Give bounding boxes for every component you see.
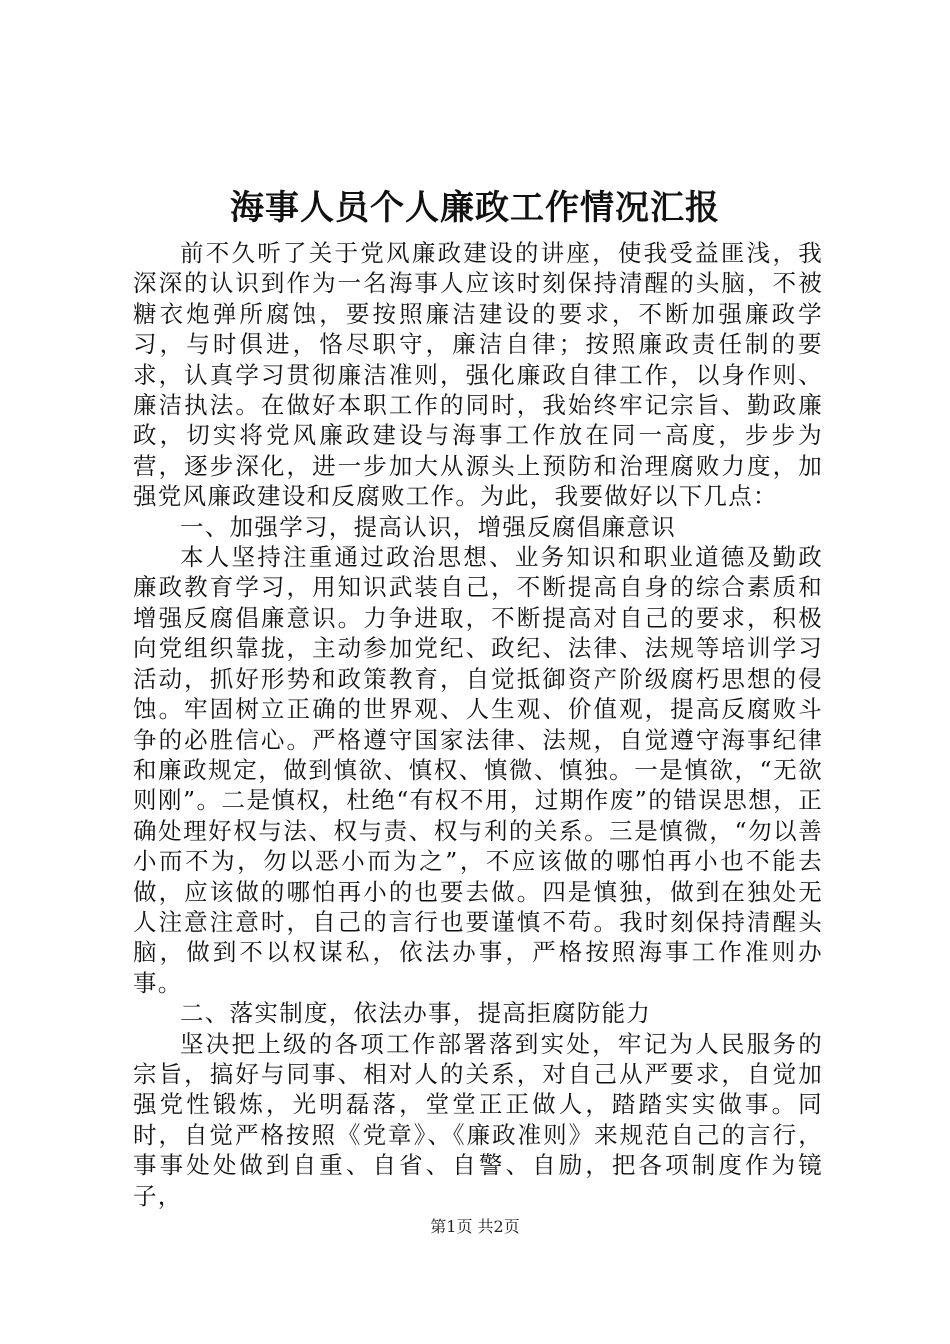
section-heading-1: 一、加强学习，提高认识，增强反腐倡廉意识 <box>180 512 676 541</box>
section-2-paragraph: 坚决把上级的各项工作部署落到实处，牢记为人民服务的宗旨，搞好与同事、相对人的关系，对自己从严要求，自觉加强党性锻炼，光明磊落，堂堂正正做人，踏踏实实做事。同时，自觉严格按照《党章》、《廉政准则》来规范自己的言行，事事处处做到自重、自省、自警、自励，把各项制度作为镜子， <box>133 1029 823 1210</box>
page-number-footer: 第1页 共2页 <box>430 1217 520 1236</box>
document-title: 海事人员个人廉政工作情况汇报 <box>230 188 720 228</box>
document-body <box>133 238 823 1211</box>
section-heading-2: 二、落实制度，依法办事，提高拒腐防能力 <box>180 999 652 1028</box>
section-1-paragraph: 本人坚持注重通过政治思想、业务知识和职业道德及勤政廉政教育学习，用知识武装自己，不断提高自身的综合素质和增强反腐倡廉意识。力争进取，不断提高对自己的要求，积极向党组织靠拢，主动参加党纪、政纪、法律、法规等培训学习活动，抓好形势和政策教育，自觉抵御资产阶级腐朽思想的侵蚀。牢固树立正确的世界观、人生观、价值观，提高反腐败斗争的必胜信心。严格遵守国家法律、法规，自觉遵守海事纪律和廉政规定，做到慎欲、慎权、慎微、慎独。一是慎欲，“无欲则刚”。二是慎权，杜绝“有权不用，过期作废”的错误思想，正确处理好权与法、权与责、权与利的关系。三是慎微，“勿以善小而不为，勿以恶小而为之”，不应该做的哪怕再小也不能去做，应该做的哪怕再小的也要去做。四是慎独，做到在独处无人注意注意时，自己的言行也要谨慎不苟。我时刻保持清醒头脑，做到不以权谋私，依法办事，严格按照海事工作准则办事。 <box>133 543 823 997</box>
intro-paragraph: 前不久听了关于党风廉政建设的讲座，使我受益匪浅，我深深的认识到作为一名海事人应该时刻保持清醒的头脑，不被糖衣炮弹所腐蚀，要按照廉洁建设的要求，不断加强廉政学习，与时俱进，恪尽职守，廉洁自律；按照廉政责任制的要求，认真学习贯彻廉洁准则，强化廉政自律工作，以身作则、廉洁执法。在做好本职工作的同时，我始终牢记宗旨、勤政廉政，切实将党风廉政建设与海事工作放在同一高度，步步为营，逐步深化，进一步加大从源头上预防和治理腐败力度，加强党风廉政建设和反腐败工作。为此，我要做好以下几点： <box>133 239 823 511</box>
